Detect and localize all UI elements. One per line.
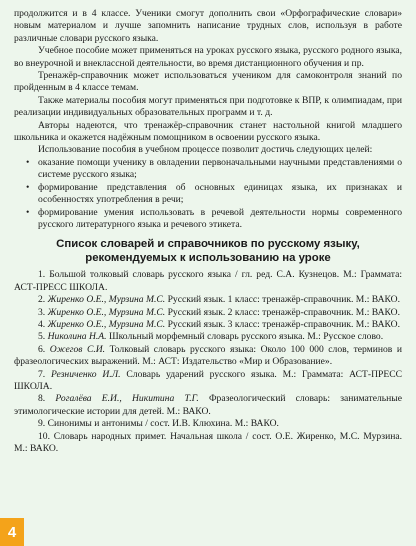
reference-list [14,269,402,455]
paragraph-goals-intro: Использование пособия в учебном процессе позволит достичь следующих целей: [38,144,373,156]
reference-item: 6. Ожегов С.И. Толковый словарь русского языка: Около 100 000 слов, терминов и фразеологических выражений. М.: АСТ: Издательство «Мир и Образование». [14,343,402,368]
paragraph-authors: Авторы надеются, что тренажёр-справочник станет настольной книгой младшего школьника и окажется надёжным помощником в освоении русского языка. [14,119,402,144]
page-content [14,8,402,455]
paragraph-vpr: Также материалы пособия могут применяться при подготовке к ВПР, к олимпиадам, при реализации индивидуальных образовательных программ и т. д. [14,94,402,119]
reference-item: 8. Рогалёва Е.И., Никитина Т.Г. Фразеологический словарь: занимательные этимологические истории для детей. М.: ВАКО. [14,393,402,417]
reference-item: 2. Жиренко О.Е., Мурзина М.С. Русский язык. 1 класс: тренажёр-справочник. М.: ВАКО. [38,294,401,306]
reference-item: 1. Большой толковый словарь русского языка / гл. ред. С.А. Кузнецов. М.: Граммата: АСТ-ПРЕСС ШКОЛА. [14,269,402,293]
goal-item: • формирование представления об основных единицах языка, их признаках и особенностях употребления в речи; [14,182,402,207]
reference-item: 5. Николина Н.А. Школьный морфемный словарь русского языка. М.: Русское слово. [38,331,384,343]
reference-item: 7. Резниченко И.Л. Словарь ударений русского языка. М.: Граммата: АСТ-ПРЕСС ШКОЛА. [14,368,402,392]
reference-item: 9. Синонимы и антонимы / сост. И.В. Клюхина. М.: ВАКО. [38,418,279,430]
goals-list [14,157,402,231]
paragraph-self-control: Тренажёр-справочник может использоваться учеником для самоконтроля знаний по пройденным в 4 классе темам. [14,70,402,94]
reference-item: 3. Жиренко О.Е., Мурзина М.С. Русский язык. 2 класс: тренажёр-справочник. М.: ВАКО. [38,306,401,318]
reference-item: 4. Жиренко О.Е., Мурзина М.С. Русский язык. 3 класс: тренажёр-справочник. М.: ВАКО. [38,318,401,330]
goal-item: • формирование умения использовать в речевой деятельности нормы современного русского литературного языка и речевого этикета. [14,207,402,232]
reference-item: 10. Словарь народных примет. Начальная школа / сост. О.Е. Жиренко, М.С. Мурзина. М.: ВАКО. [14,430,402,454]
paragraph-usage: Учебное пособие может применяться на уроках русского языка, русского родного языка, во внеурочной и внеклассной деятельности, во время дистанционного обучения и пр. [14,45,402,69]
goal-item: • оказание помощи ученику в овладении первоначальными научными представлениями о системе русского языка; [14,157,402,182]
page-number: 4 [0,518,24,546]
paragraph-intro: продолжится и в 4 классе. Ученики смогут дополнить свои «Орфографические словари» новым материалом и лучше запомнить написание трудных слов, используя в работе различные словари русского языка. [14,8,402,44]
section-heading: Список словарей и справочников по русскому языку, рекомендуемых к использованию на уроке [56,238,360,265]
